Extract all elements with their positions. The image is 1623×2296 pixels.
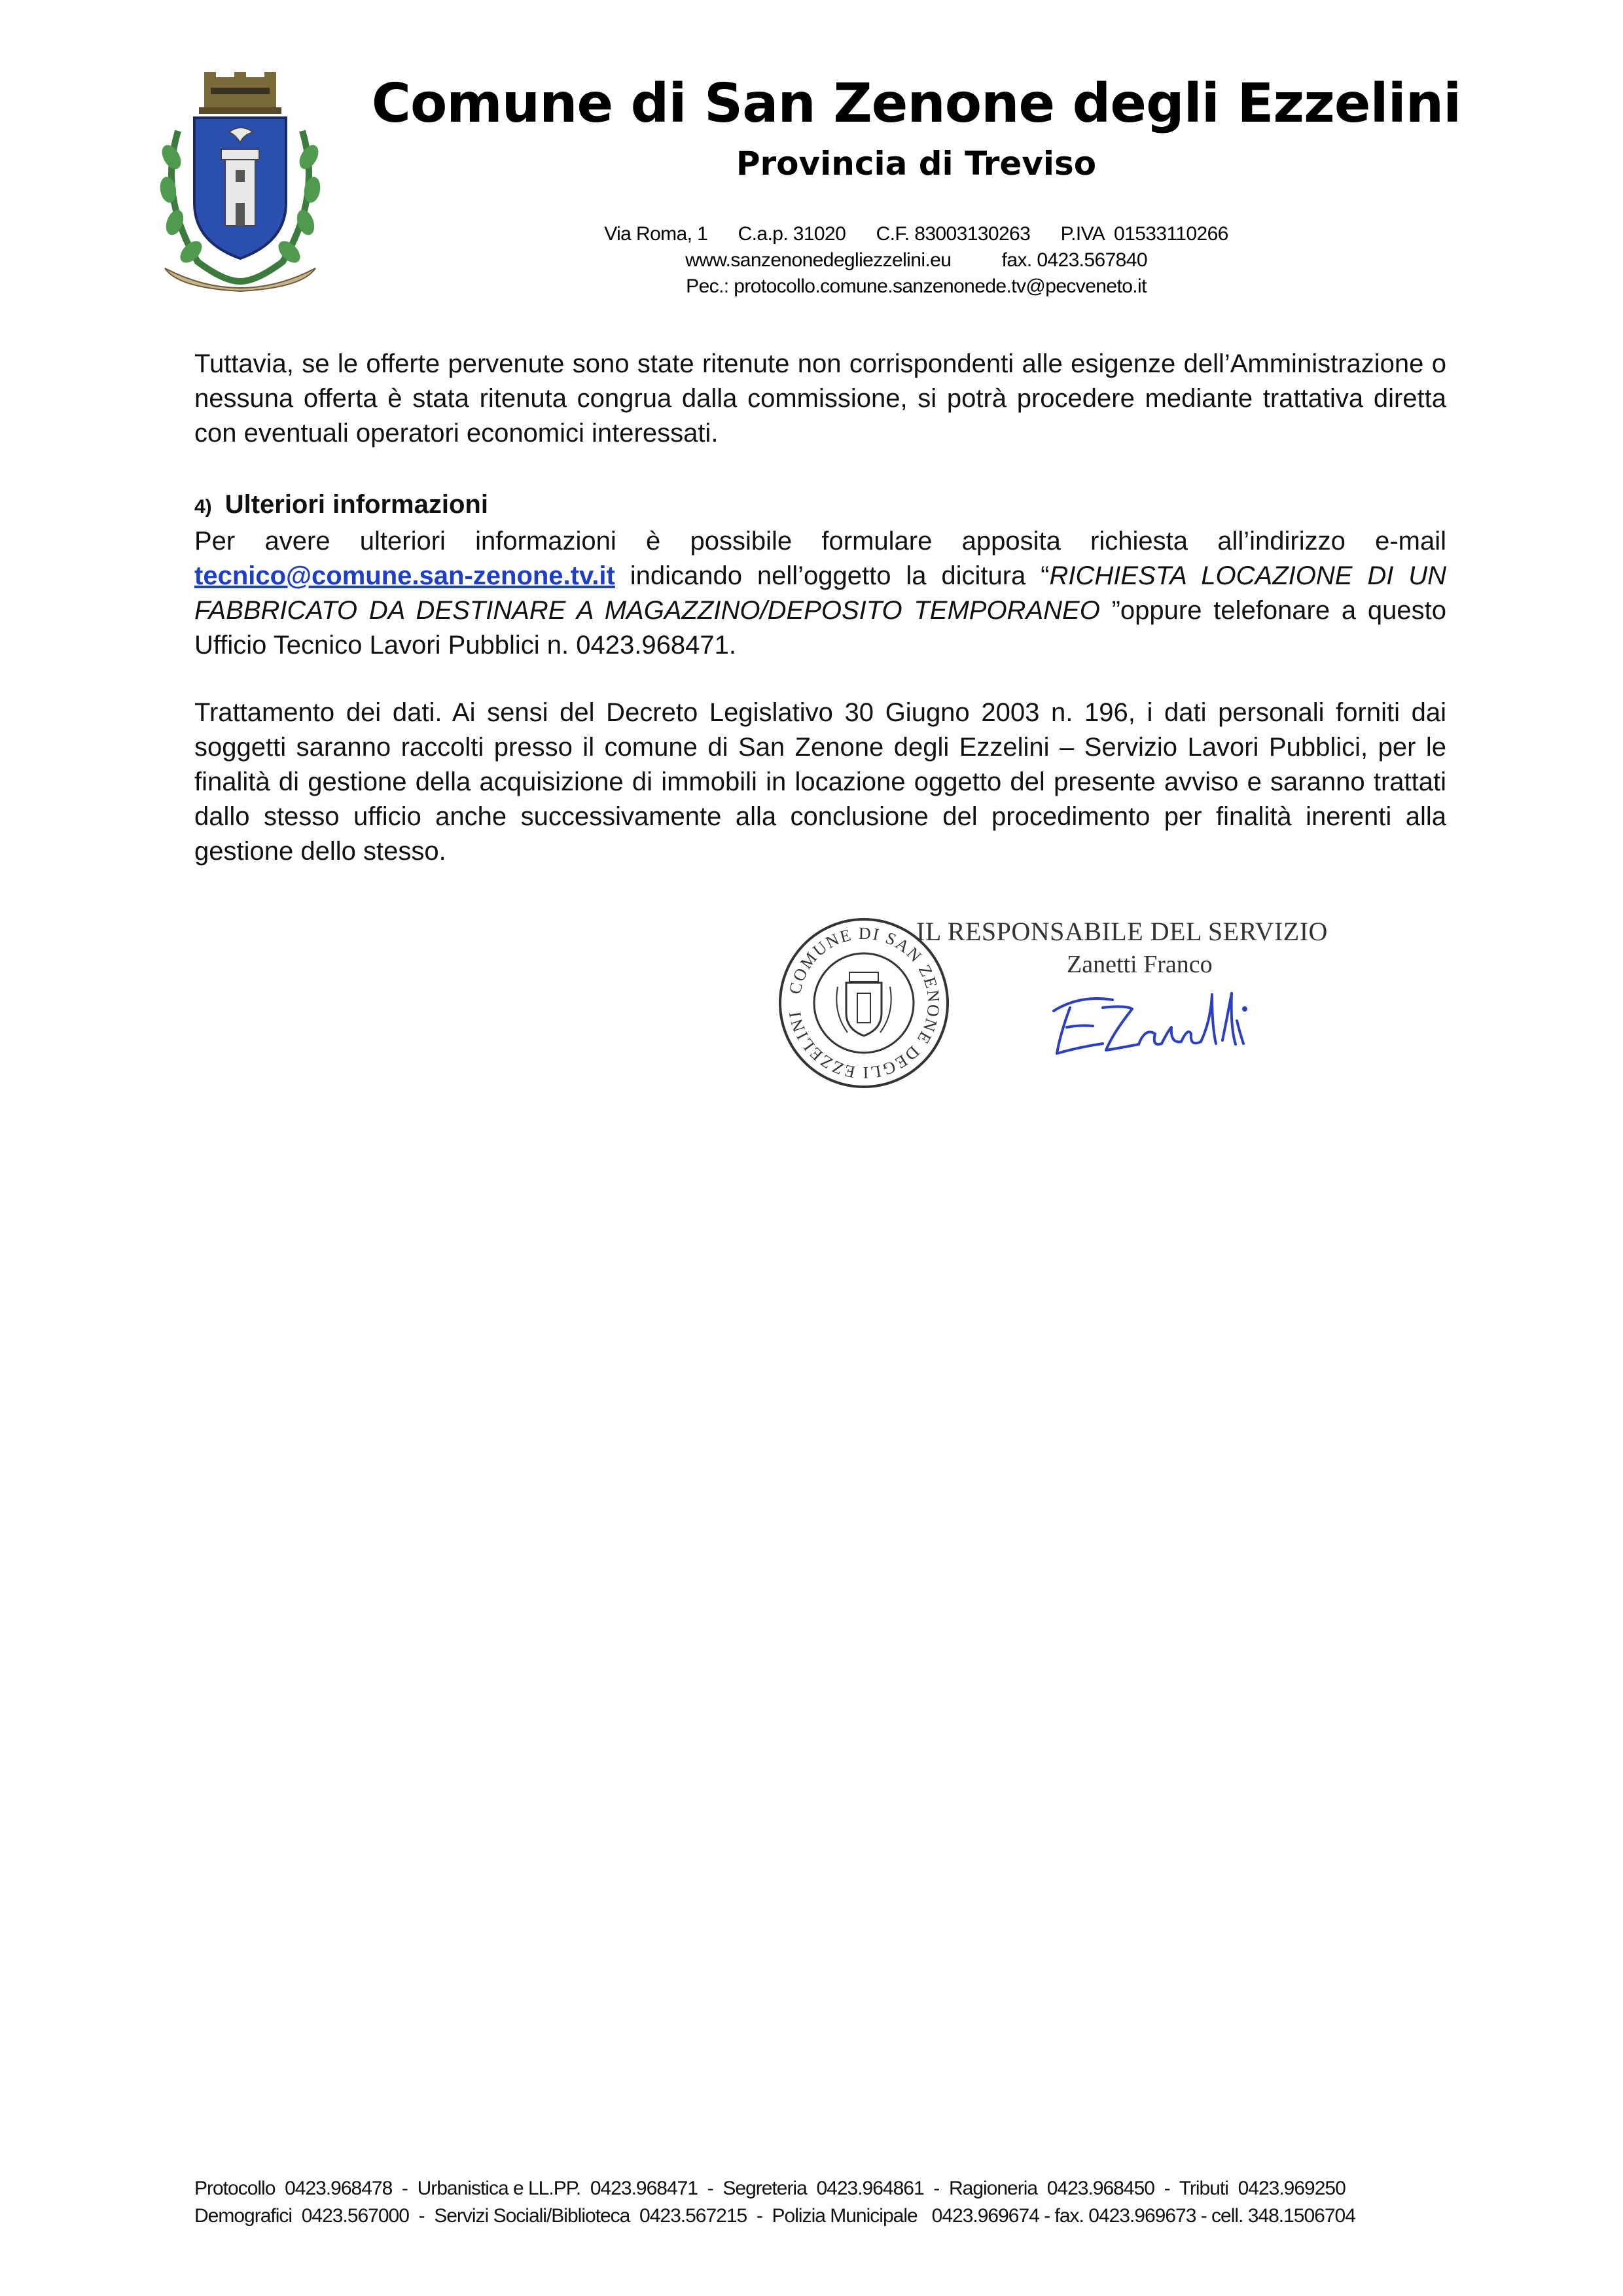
signatory-title: IL RESPONSABILE DEL SERVIZIO: [916, 917, 1328, 946]
contact-text-start: Per avere ulteriori informazioni è possibile formulare apposita richiesta all’indirizzo e-mail: [194, 527, 1446, 556]
section-number: 4): [194, 496, 212, 518]
pec-line: Pec.: protocollo.comune.sanzenonede.tv@pecveneto.it: [686, 275, 1147, 297]
website-fax-line: www.sanzenonedegliezzelini.eu fax. 0423.567840: [685, 249, 1147, 271]
address-line: Via Roma, 1 C.a.p. 31020 C.F. 83003130263 P.IVA 01533110266: [604, 223, 1228, 245]
handwritten-signature: [1041, 981, 1250, 1067]
footer-contacts-line1: Protocollo 0423.968478 - Urbanistica e LL.PP. 0423.968471 - Segreteria 0423.964861 - Ragioneria 0423.968450 - Tributi 0423.969250: [194, 2178, 1346, 2199]
province-subtitle: Provincia di Treviso: [736, 145, 1097, 183]
section-further-info: [194, 487, 1446, 663]
contact-text-end: ”oppure telefonare a questo Ufficio Tecnico Lavori Pubblici n. 0423.968471.: [194, 596, 1446, 660]
footer-contacts-line2: Demografici 0423.567000 - Servizi Sociali/Biblioteca 0423.567215 - Polizia Municipale 0423.969674 - fax. 0423.969673 - cell. 348.1506704: [194, 2205, 1355, 2227]
section-title: Ulteriori informazioni: [224, 490, 488, 519]
email-link[interactable]: tecnico@comune.san-zenone.tv.it: [194, 561, 615, 590]
municipality-title: Comune di San Zenone degli Ezzelini: [371, 73, 1461, 135]
contact-text-mid: indicando nell’oggetto la dicitura “: [615, 561, 1050, 590]
paragraph-contact: [194, 524, 1446, 663]
section-heading: [194, 487, 1446, 524]
paragraph-privacy: [194, 696, 1446, 869]
request-subject: RICHIESTA LOCAZIONE DI UN FABBRICATO DA DESTINARE A MAGAZZINO/DEPOSITO TEMPORANEO: [194, 561, 1447, 625]
paragraph-privacy-text: Trattamento dei dati. Ai sensi del Decreto Legislativo 30 Giugno 2003 n. 196, i dati personali forniti dai soggetti saranno raccolti presso il comune di San Zenone degli Ezzelini – Servizio Lavori Pubblici, per le finalità di gestione della acquisizione di immobili in locazione oggetto del presente avviso e saranno trattati dallo stesso ufficio anche successivamente alla conclusione del procedimento per finalità inerenti alla gestione dello stesso.: [194, 698, 1446, 866]
paragraph-offers: [194, 347, 1446, 451]
signatory-name: Zanetti Franco: [1067, 951, 1213, 978]
coat-of-arms-logo: [152, 72, 329, 301]
paragraph-offers-text: Tuttavia, se le offerte pervenute sono state ritenute non corrispondenti alle esigenze dell’Amministrazione o nessuna offerta è stata ritenuta congrua dalla commissione, si potrà procedere mediante trattativa diretta con eventuali operatori economici interessati.: [194, 349, 1446, 448]
svg-text:COMUNE DI SAN ZENONE DEGLI EZZ: [785, 924, 944, 1082]
stamp-text: COMUNE DI SAN ZENONE DEGLI EZZELINI: [785, 923, 944, 1083]
